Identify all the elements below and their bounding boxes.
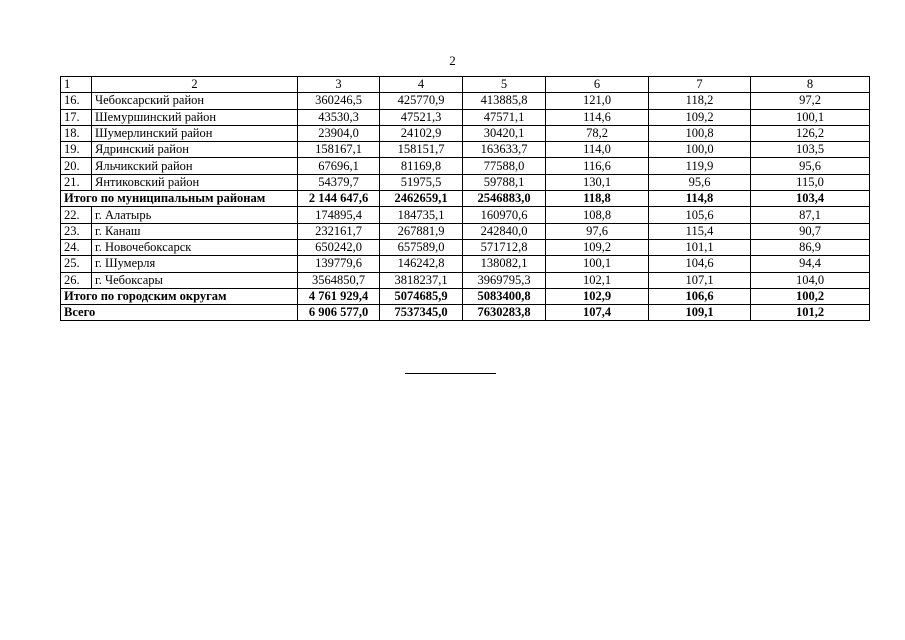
table-row — [61, 256, 870, 272]
value-cell-v8: 100,2 — [751, 288, 870, 304]
value-cell-v8: 90,7 — [751, 223, 870, 239]
value-cell-v7: 101,1 — [649, 239, 751, 255]
district-name: г. Шумерля — [92, 256, 298, 272]
value-cell-v6: 118,8 — [546, 191, 649, 207]
value-cell-v8: 101,2 — [751, 305, 870, 321]
value-cell-v5: 59788,1 — [463, 174, 546, 190]
value-cell-v4: 5074685,9 — [380, 288, 463, 304]
value-cell-v4: 2462659,1 — [380, 191, 463, 207]
value-cell-v8: 95,6 — [751, 158, 870, 174]
value-cell-v3: 43530,3 — [298, 109, 380, 125]
district-name: Ядринский район — [92, 142, 298, 158]
value-cell-v6: 130,1 — [546, 174, 649, 190]
table-row — [61, 174, 870, 190]
value-cell-v7: 118,2 — [649, 93, 751, 109]
column-header: 1 — [61, 77, 92, 93]
district-name: г. Алатырь — [92, 207, 298, 223]
value-cell-v8: 103,4 — [751, 191, 870, 207]
value-cell-v5: 571712,8 — [463, 239, 546, 255]
row-number: 17. — [61, 109, 92, 125]
value-cell-v4: 3818237,1 — [380, 272, 463, 288]
value-cell-v6: 114,0 — [546, 142, 649, 158]
column-header: 8 — [751, 77, 870, 93]
table-row — [61, 158, 870, 174]
column-header: 7 — [649, 77, 751, 93]
column-header: 4 — [380, 77, 463, 93]
value-cell-v4: 425770,9 — [380, 93, 463, 109]
value-cell-v4: 47521,3 — [380, 109, 463, 125]
value-cell-v4: 267881,9 — [380, 223, 463, 239]
value-cell-v6: 121,0 — [546, 93, 649, 109]
value-cell-v4: 24102,9 — [380, 125, 463, 141]
value-cell-v8: 94,4 — [751, 256, 870, 272]
value-cell-v4: 657589,0 — [380, 239, 463, 255]
value-cell-v3: 174895,4 — [298, 207, 380, 223]
value-cell-v8: 115,0 — [751, 174, 870, 190]
value-cell-v5: 160970,6 — [463, 207, 546, 223]
value-cell-v7: 95,6 — [649, 174, 751, 190]
value-cell-v3: 6 906 577,0 — [298, 305, 380, 321]
value-cell-v8: 87,1 — [751, 207, 870, 223]
district-name: Янтиковский район — [92, 174, 298, 190]
value-cell-v5: 413885,8 — [463, 93, 546, 109]
district-name: Чебоксарский район — [92, 93, 298, 109]
column-header: 3 — [298, 77, 380, 93]
value-cell-v3: 232161,7 — [298, 223, 380, 239]
district-name: Шумерлинский район — [92, 125, 298, 141]
value-cell-v7: 115,4 — [649, 223, 751, 239]
value-cell-v7: 100,0 — [649, 142, 751, 158]
value-cell-v7: 100,8 — [649, 125, 751, 141]
value-cell-v4: 51975,5 — [380, 174, 463, 190]
value-cell-v3: 23904,0 — [298, 125, 380, 141]
total-label: Итого по городским округам — [61, 288, 298, 304]
column-header: 2 — [92, 77, 298, 93]
value-cell-v6: 97,6 — [546, 223, 649, 239]
table-row — [61, 109, 870, 125]
table-header-row — [61, 77, 870, 93]
value-cell-v7: 104,6 — [649, 256, 751, 272]
value-cell-v6: 100,1 — [546, 256, 649, 272]
value-cell-v6: 114,6 — [546, 109, 649, 125]
value-cell-v8: 86,9 — [751, 239, 870, 255]
value-cell-v7: 107,1 — [649, 272, 751, 288]
total-label: Всего — [61, 305, 298, 321]
row-number: 18. — [61, 125, 92, 141]
table-row — [61, 93, 870, 109]
row-number: 19. — [61, 142, 92, 158]
row-number: 21. — [61, 174, 92, 190]
district-name: Яльчикский район — [92, 158, 298, 174]
value-cell-v5: 242840,0 — [463, 223, 546, 239]
value-cell-v4: 184735,1 — [380, 207, 463, 223]
value-cell-v5: 5083400,8 — [463, 288, 546, 304]
value-cell-v3: 54379,7 — [298, 174, 380, 190]
value-cell-v8: 97,2 — [751, 93, 870, 109]
column-header: 5 — [463, 77, 546, 93]
value-cell-v3: 3564850,7 — [298, 272, 380, 288]
value-cell-v7: 105,6 — [649, 207, 751, 223]
value-cell-v4: 7537345,0 — [380, 305, 463, 321]
column-header: 6 — [546, 77, 649, 93]
value-cell-v4: 81169,8 — [380, 158, 463, 174]
value-cell-v3: 67696,1 — [298, 158, 380, 174]
table-row — [61, 223, 870, 239]
value-cell-v4: 146242,8 — [380, 256, 463, 272]
total-label: Итого по муниципальным районам — [61, 191, 298, 207]
row-number: 20. — [61, 158, 92, 174]
value-cell-v3: 4 761 929,4 — [298, 288, 380, 304]
district-name: г. Новочебоксарск — [92, 239, 298, 255]
value-cell-v5: 163633,7 — [463, 142, 546, 158]
row-number: 25. — [61, 256, 92, 272]
value-cell-v3: 158167,1 — [298, 142, 380, 158]
total-row — [61, 305, 870, 321]
table-row — [61, 207, 870, 223]
value-cell-v6: 102,1 — [546, 272, 649, 288]
value-cell-v6: 116,6 — [546, 158, 649, 174]
row-number: 23. — [61, 223, 92, 239]
value-cell-v5: 30420,1 — [463, 125, 546, 141]
value-cell-v3: 360246,5 — [298, 93, 380, 109]
value-cell-v5: 47571,1 — [463, 109, 546, 125]
value-cell-v6: 102,9 — [546, 288, 649, 304]
value-cell-v6: 108,8 — [546, 207, 649, 223]
value-cell-v8: 126,2 — [751, 125, 870, 141]
value-cell-v7: 114,8 — [649, 191, 751, 207]
value-cell-v3: 2 144 647,6 — [298, 191, 380, 207]
value-cell-v8: 100,1 — [751, 109, 870, 125]
table-row — [61, 272, 870, 288]
value-cell-v5: 77588,0 — [463, 158, 546, 174]
value-cell-v8: 103,5 — [751, 142, 870, 158]
table-row — [61, 239, 870, 255]
footer-divider — [405, 373, 496, 374]
table-row — [61, 142, 870, 158]
page-number: 2 — [449, 53, 456, 68]
table-body — [61, 77, 870, 321]
value-cell-v5: 7630283,8 — [463, 305, 546, 321]
row-number: 26. — [61, 272, 92, 288]
district-name: г. Чебоксары — [92, 272, 298, 288]
district-name: г. Канаш — [92, 223, 298, 239]
value-cell-v6: 109,2 — [546, 239, 649, 255]
district-name: Шемуршинский район — [92, 109, 298, 125]
total-row — [61, 191, 870, 207]
value-cell-v3: 139779,6 — [298, 256, 380, 272]
value-cell-v6: 107,4 — [546, 305, 649, 321]
value-cell-v4: 158151,7 — [380, 142, 463, 158]
value-cell-v3: 650242,0 — [298, 239, 380, 255]
row-number: 24. — [61, 239, 92, 255]
row-number: 22. — [61, 207, 92, 223]
row-number: 16. — [61, 93, 92, 109]
budget-table — [60, 76, 870, 321]
value-cell-v7: 109,1 — [649, 305, 751, 321]
value-cell-v5: 2546883,0 — [463, 191, 546, 207]
value-cell-v7: 109,2 — [649, 109, 751, 125]
value-cell-v7: 106,6 — [649, 288, 751, 304]
value-cell-v5: 138082,1 — [463, 256, 546, 272]
total-row — [61, 288, 870, 304]
value-cell-v5: 3969795,3 — [463, 272, 546, 288]
value-cell-v6: 78,2 — [546, 125, 649, 141]
table-row — [61, 125, 870, 141]
value-cell-v7: 119,9 — [649, 158, 751, 174]
value-cell-v8: 104,0 — [751, 272, 870, 288]
